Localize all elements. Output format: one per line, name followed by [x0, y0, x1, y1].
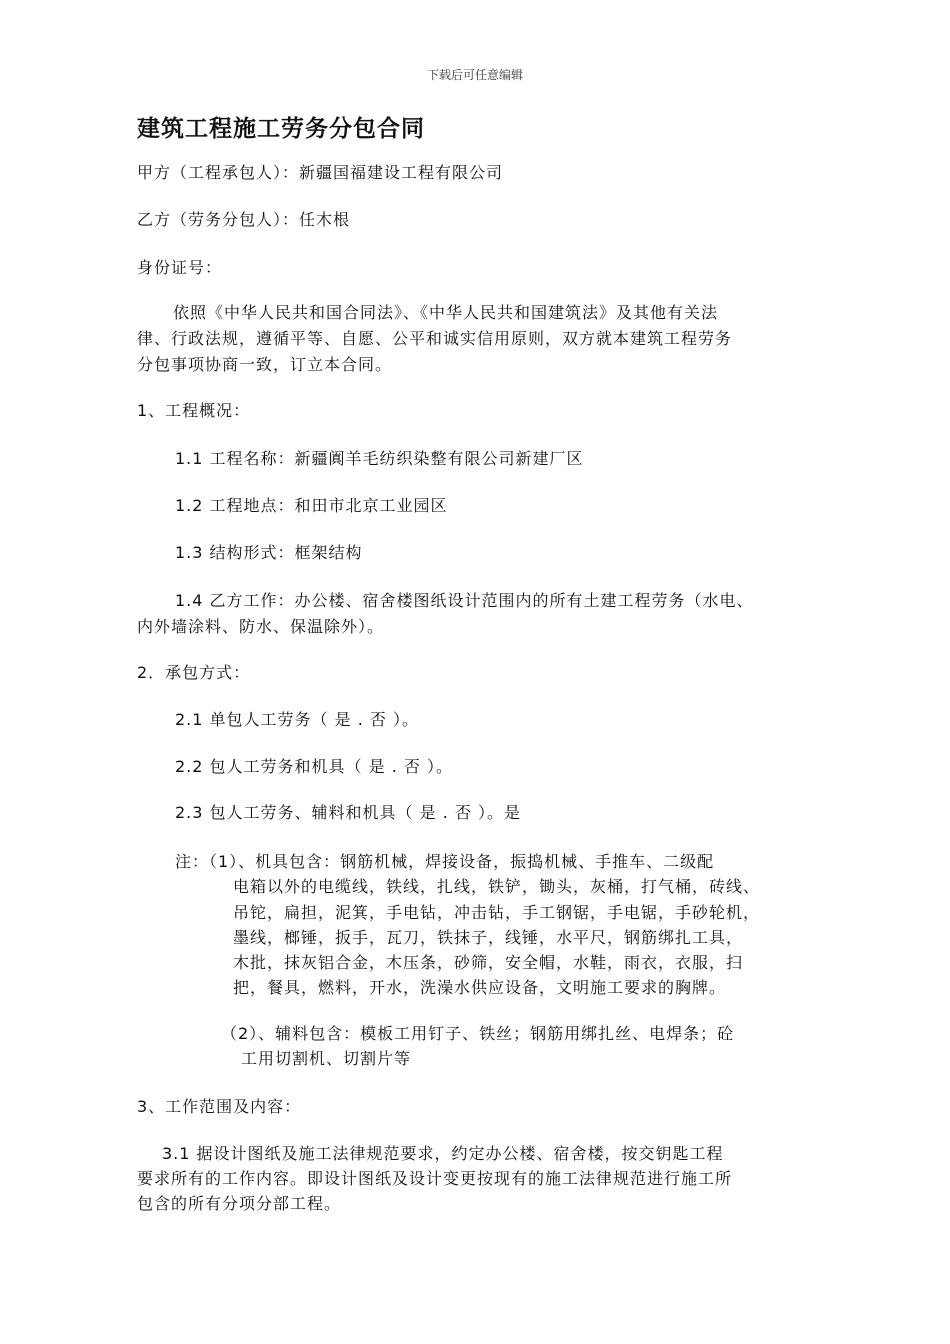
note-line-4: 墨线，榔锤，扳手，瓦刀，铁抹子，线锤，水平尺，钢筋绑扎工具，: [233, 928, 744, 947]
item-3-1-line-3: 包含的所有分项分部工程。: [137, 1194, 342, 1213]
item-2-1: 2.1 单包人工劳务（ 是 . 否 ）。: [175, 710, 419, 729]
item-1-3: 1.3 结构形式：框架结构: [175, 543, 363, 562]
note-line-5: 木批，抹灰铝合金，木压条，砂筛，安全帽，水鞋，雨衣，衣服，扫: [233, 953, 744, 972]
item-1-4-line-1: 1.4 乙方工作：办公楼、宿舍楼图纸设计范围内的所有土建工程劳务（水电、: [175, 591, 754, 610]
note-line-3: 吊铊，扁担，泥箕，手电钻，冲击钻，手工钢锯，手电锯，手砂轮机，: [233, 903, 761, 922]
section-2-heading: 2．承包方式：: [137, 663, 251, 682]
intro-line-1: 依照《中华人民共和国合同法》、《中华人民共和国建筑法》及其他有关法: [173, 303, 719, 322]
note-line-6: 把，餐具，燃料，开水，洗澡水供应设备，文明施工要求的胸牌。: [233, 978, 727, 997]
note-line-7: （2）、辅料包含：模板工用钉子、铁丝；钢筋用绑扎丝、电焊条；砼: [221, 1024, 735, 1043]
party-a: 甲方（工程承包人）：新疆国福建设工程有限公司: [137, 163, 504, 182]
section-3-heading: 3、工作范围及内容：: [137, 1097, 302, 1116]
header-note: 下载后可任意编辑: [426, 68, 523, 82]
document-title: 建筑工程施工劳务分包合同: [137, 115, 425, 142]
party-b: 乙方（劳务分包人）：任木根: [137, 210, 351, 229]
note-line-2: 电箱以外的电缆线，铁线，扎线，铁铲，锄头，灰桶，打气桶，砖线、: [233, 877, 761, 896]
item-3-1-line-1: 3.1 据设计图纸及施工法律规范要求，约定办公楼、宿舍楼，按交钥匙工程: [162, 1144, 724, 1163]
id-number-label: 身份证号：: [137, 258, 223, 277]
item-1-4-line-2: 内外墙涂料、防水、保温除外）。: [137, 617, 385, 636]
item-2-3: 2.3 包人工劳务、辅料和机具（ 是 . 否 ）。是: [175, 803, 521, 822]
section-1-heading: 1、工程概况：: [137, 401, 251, 420]
item-1-2: 1.2 工程地点：和田市北京工业园区: [175, 496, 448, 515]
item-1-1: 1.1 工程名称：新疆阗羊毛纺织染整有限公司新建厂区: [175, 449, 584, 468]
intro-line-3: 分包事项协商一致，订立本合同。: [137, 355, 393, 374]
item-3-1-line-2: 要求所有的工作内容。即设计图纸及设计变更按现有的施工法律规范进行施工所: [137, 1169, 733, 1188]
note-line-8: 工用切割机、切割片等: [241, 1049, 412, 1068]
item-2-2: 2.2 包人工劳务和机具（ 是 . 否 ）。: [175, 757, 453, 776]
intro-line-2: 律、行政法规，遵循平等、自愿、公平和诚实信用原则，双方就本建筑工程劳务: [137, 329, 733, 348]
note-line-1: 注：（1）、机具包含：钢筋机械，焊接设备，振捣机械、手推车、二级配: [175, 852, 715, 871]
